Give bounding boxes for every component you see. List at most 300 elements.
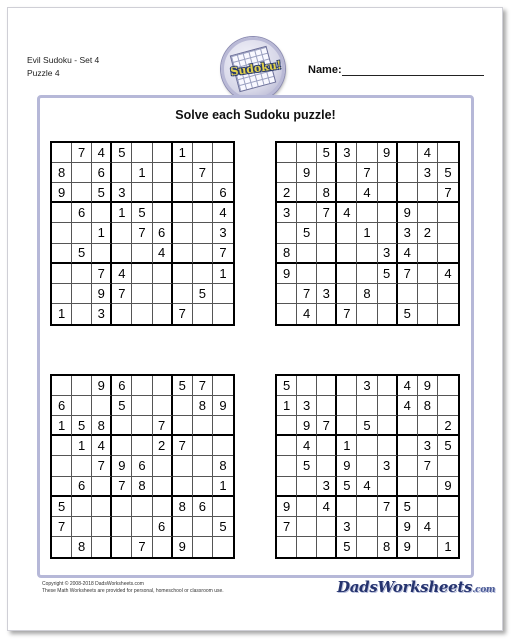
sudoku-cell[interactable]	[132, 497, 152, 517]
sudoku-cell[interactable]	[153, 183, 173, 203]
sudoku-cell[interactable]	[213, 416, 233, 436]
sudoku-cell[interactable]	[173, 244, 193, 264]
sudoku-cell[interactable]	[193, 517, 213, 537]
sudoku-cell[interactable]	[357, 244, 377, 264]
sudoku-cell[interactable]	[92, 497, 112, 517]
sudoku-cell[interactable]	[378, 436, 398, 456]
sudoku-cell[interactable]: 7	[132, 223, 152, 243]
sudoku-cell[interactable]	[173, 163, 193, 183]
sudoku-cell[interactable]: 5	[398, 304, 418, 324]
sudoku-cell[interactable]	[52, 436, 72, 456]
sudoku-cell[interactable]	[193, 304, 213, 324]
sudoku-cell[interactable]: 4	[398, 244, 418, 264]
sudoku-cell[interactable]	[132, 376, 152, 396]
sudoku-cell[interactable]: 4	[438, 264, 458, 284]
sudoku-cell[interactable]: 4	[357, 477, 377, 497]
sudoku-cell[interactable]: 7	[92, 264, 112, 284]
sudoku-cell[interactable]: 2	[153, 436, 173, 456]
sudoku-cell[interactable]	[112, 244, 132, 264]
sudoku-cell[interactable]: 8	[193, 396, 213, 416]
sudoku-cell[interactable]	[297, 264, 317, 284]
sudoku-cell[interactable]	[173, 284, 193, 304]
sudoku-cell[interactable]	[173, 203, 193, 223]
sudoku-cell[interactable]	[153, 264, 173, 284]
sudoku-cell[interactable]: 3	[317, 284, 337, 304]
sudoku-cell[interactable]	[92, 396, 112, 416]
sudoku-cell[interactable]: 7	[418, 456, 438, 476]
name-field-line[interactable]	[342, 75, 484, 76]
sudoku-cell[interactable]	[52, 537, 72, 557]
sudoku-cell[interactable]	[112, 537, 132, 557]
sudoku-cell[interactable]	[418, 183, 438, 203]
sudoku-cell[interactable]: 9	[213, 396, 233, 416]
sudoku-cell[interactable]: 5	[277, 376, 297, 396]
sudoku-cell[interactable]	[398, 477, 418, 497]
sudoku-cell[interactable]	[398, 436, 418, 456]
sudoku-cell[interactable]: 8	[72, 537, 92, 557]
sudoku-cell[interactable]	[418, 244, 438, 264]
sudoku-cell[interactable]	[418, 264, 438, 284]
sudoku-cell[interactable]: 9	[337, 456, 357, 476]
sudoku-cell[interactable]	[112, 163, 132, 183]
sudoku-cell[interactable]	[153, 497, 173, 517]
sudoku-cell[interactable]	[337, 223, 357, 243]
sudoku-cell[interactable]	[418, 284, 438, 304]
sudoku-cell[interactable]: 1	[132, 163, 152, 183]
sudoku-cell[interactable]: 3	[297, 396, 317, 416]
sudoku-cell[interactable]: 9	[92, 284, 112, 304]
sudoku-cell[interactable]	[173, 456, 193, 476]
sudoku-cell[interactable]	[418, 304, 438, 324]
sudoku-cell[interactable]	[317, 223, 337, 243]
sudoku-cell[interactable]: 1	[112, 203, 132, 223]
sudoku-cell[interactable]	[337, 396, 357, 416]
sudoku-cell[interactable]: 1	[52, 304, 72, 324]
sudoku-cell[interactable]	[438, 223, 458, 243]
sudoku-cell[interactable]	[378, 163, 398, 183]
sudoku-cell[interactable]: 8	[418, 396, 438, 416]
sudoku-cell[interactable]: 4	[112, 264, 132, 284]
sudoku-cell[interactable]: 4	[297, 304, 317, 324]
sudoku-cell[interactable]: 1	[213, 477, 233, 497]
sudoku-cell[interactable]	[112, 436, 132, 456]
sudoku-cell[interactable]	[193, 183, 213, 203]
sudoku-cell[interactable]	[438, 376, 458, 396]
sudoku-cell[interactable]: 5	[438, 163, 458, 183]
sudoku-cell[interactable]	[378, 203, 398, 223]
sudoku-cell[interactable]: 5	[92, 183, 112, 203]
sudoku-cell[interactable]	[213, 537, 233, 557]
sudoku-cell[interactable]	[357, 396, 377, 416]
sudoku-cell[interactable]	[92, 203, 112, 223]
sudoku-cell[interactable]	[398, 416, 418, 436]
sudoku-cell[interactable]	[297, 376, 317, 396]
sudoku-cell[interactable]	[277, 223, 297, 243]
sudoku-cell[interactable]: 6	[52, 396, 72, 416]
sudoku-cell[interactable]	[193, 264, 213, 284]
sudoku-cell[interactable]: 8	[92, 416, 112, 436]
sudoku-cell[interactable]: 5	[72, 416, 92, 436]
sudoku-cell[interactable]: 9	[438, 477, 458, 497]
sudoku-cell[interactable]	[52, 376, 72, 396]
sudoku-cell[interactable]	[112, 304, 132, 324]
sudoku-cell[interactable]	[132, 183, 152, 203]
sudoku-cell[interactable]: 4	[357, 183, 377, 203]
sudoku-cell[interactable]	[52, 456, 72, 476]
sudoku-cell[interactable]: 7	[357, 163, 377, 183]
sudoku-cell[interactable]: 7	[317, 416, 337, 436]
sudoku-cell[interactable]	[153, 537, 173, 557]
sudoku-cell[interactable]	[378, 477, 398, 497]
sudoku-cell[interactable]: 9	[398, 537, 418, 557]
sudoku-cell[interactable]	[357, 264, 377, 284]
sudoku-cell[interactable]: 4	[317, 497, 337, 517]
sudoku-cell[interactable]	[193, 203, 213, 223]
sudoku-cell[interactable]	[193, 477, 213, 497]
sudoku-cell[interactable]	[173, 223, 193, 243]
sudoku-cell[interactable]: 7	[52, 517, 72, 537]
sudoku-cell[interactable]	[213, 143, 233, 163]
sudoku-cell[interactable]	[297, 183, 317, 203]
sudoku-cell[interactable]	[277, 436, 297, 456]
sudoku-cell[interactable]	[317, 456, 337, 476]
sudoku-cell[interactable]: 7	[193, 376, 213, 396]
sudoku-cell[interactable]: 1	[357, 223, 377, 243]
sudoku-cell[interactable]	[277, 143, 297, 163]
sudoku-cell[interactable]	[357, 304, 377, 324]
sudoku-cell[interactable]	[277, 416, 297, 436]
sudoku-cell[interactable]: 7	[438, 183, 458, 203]
sudoku-cell[interactable]: 3	[337, 143, 357, 163]
sudoku-cell[interactable]: 7	[398, 264, 418, 284]
sudoku-cell[interactable]: 5	[297, 223, 317, 243]
sudoku-cell[interactable]	[132, 304, 152, 324]
sudoku-cell[interactable]: 1	[92, 223, 112, 243]
sudoku-cell[interactable]	[193, 436, 213, 456]
sudoku-cell[interactable]	[317, 517, 337, 537]
sudoku-cell[interactable]: 7	[193, 163, 213, 183]
sudoku-cell[interactable]: 3	[317, 477, 337, 497]
sudoku-cell[interactable]: 6	[153, 223, 173, 243]
sudoku-cell[interactable]	[438, 244, 458, 264]
sudoku-cell[interactable]: 7	[112, 477, 132, 497]
sudoku-cell[interactable]	[112, 517, 132, 537]
sudoku-cell[interactable]	[153, 163, 173, 183]
sudoku-cell[interactable]	[398, 183, 418, 203]
sudoku-cell[interactable]	[277, 284, 297, 304]
sudoku-cell[interactable]: 7	[317, 203, 337, 223]
sudoku-cell[interactable]	[132, 264, 152, 284]
sudoku-cell[interactable]: 4	[297, 436, 317, 456]
sudoku-cell[interactable]	[72, 396, 92, 416]
sudoku-cell[interactable]	[52, 244, 72, 264]
sudoku-cell[interactable]	[213, 284, 233, 304]
sudoku-cell[interactable]	[153, 284, 173, 304]
sudoku-cell[interactable]: 3	[418, 436, 438, 456]
sudoku-cell[interactable]	[337, 183, 357, 203]
sudoku-cell[interactable]	[297, 517, 317, 537]
sudoku-cell[interactable]: 3	[378, 244, 398, 264]
sudoku-cell[interactable]	[337, 497, 357, 517]
sudoku-cell[interactable]: 7	[378, 497, 398, 517]
sudoku-cell[interactable]: 7	[112, 284, 132, 304]
sudoku-cell[interactable]	[378, 416, 398, 436]
sudoku-cell[interactable]: 9	[398, 203, 418, 223]
sudoku-cell[interactable]: 6	[112, 376, 132, 396]
sudoku-cell[interactable]	[193, 456, 213, 476]
sudoku-cell[interactable]: 5	[378, 264, 398, 284]
sudoku-cell[interactable]	[132, 143, 152, 163]
sudoku-cell[interactable]: 2	[418, 223, 438, 243]
sudoku-cell[interactable]	[173, 264, 193, 284]
sudoku-cell[interactable]	[337, 264, 357, 284]
sudoku-cell[interactable]	[173, 416, 193, 436]
sudoku-cell[interactable]	[153, 376, 173, 396]
sudoku-cell[interactable]: 4	[153, 244, 173, 264]
sudoku-cell[interactable]: 6	[213, 183, 233, 203]
sudoku-cell[interactable]	[438, 517, 458, 537]
sudoku-cell[interactable]: 4	[418, 517, 438, 537]
sudoku-cell[interactable]	[72, 376, 92, 396]
sudoku-cell[interactable]: 7	[297, 284, 317, 304]
sudoku-cell[interactable]	[378, 183, 398, 203]
sudoku-cell[interactable]	[438, 284, 458, 304]
sudoku-cell[interactable]: 4	[418, 143, 438, 163]
sudoku-cell[interactable]	[173, 396, 193, 416]
sudoku-cell[interactable]	[193, 537, 213, 557]
sudoku-cell[interactable]	[297, 203, 317, 223]
sudoku-cell[interactable]: 5	[72, 244, 92, 264]
sudoku-cell[interactable]	[378, 376, 398, 396]
sudoku-cell[interactable]	[418, 416, 438, 436]
sudoku-cell[interactable]	[92, 477, 112, 497]
sudoku-cell[interactable]	[52, 264, 72, 284]
sudoku-cell[interactable]	[72, 223, 92, 243]
sudoku-cell[interactable]: 5	[337, 537, 357, 557]
sudoku-cell[interactable]	[193, 143, 213, 163]
sudoku-cell[interactable]: 5	[52, 497, 72, 517]
sudoku-cell[interactable]: 7	[277, 517, 297, 537]
sudoku-cell[interactable]: 8	[213, 456, 233, 476]
sudoku-cell[interactable]: 8	[132, 477, 152, 497]
sudoku-cell[interactable]	[132, 517, 152, 537]
sudoku-cell[interactable]	[317, 396, 337, 416]
sudoku-cell[interactable]	[337, 416, 357, 436]
sudoku-cell[interactable]: 5	[438, 436, 458, 456]
sudoku-cell[interactable]	[317, 244, 337, 264]
sudoku-cell[interactable]: 7	[337, 304, 357, 324]
sudoku-cell[interactable]: 9	[378, 143, 398, 163]
sudoku-cell[interactable]	[92, 517, 112, 537]
sudoku-cell[interactable]: 1	[72, 436, 92, 456]
sudoku-cell[interactable]: 1	[213, 264, 233, 284]
sudoku-cell[interactable]: 8	[357, 284, 377, 304]
sudoku-cell[interactable]	[52, 143, 72, 163]
sudoku-cell[interactable]	[317, 537, 337, 557]
sudoku-cell[interactable]	[357, 497, 377, 517]
sudoku-cell[interactable]: 9	[277, 497, 297, 517]
sudoku-cell[interactable]: 4	[337, 203, 357, 223]
sudoku-cell[interactable]: 5	[132, 203, 152, 223]
sudoku-cell[interactable]: 8	[317, 183, 337, 203]
sudoku-cell[interactable]	[378, 304, 398, 324]
sudoku-cell[interactable]	[297, 537, 317, 557]
sudoku-cell[interactable]	[112, 416, 132, 436]
sudoku-cell[interactable]: 9	[297, 163, 317, 183]
sudoku-cell[interactable]: 7	[92, 456, 112, 476]
sudoku-cell[interactable]	[213, 497, 233, 517]
sudoku-cell[interactable]	[337, 244, 357, 264]
sudoku-cell[interactable]	[277, 304, 297, 324]
sudoku-cell[interactable]: 9	[92, 376, 112, 396]
sudoku-cell[interactable]	[438, 497, 458, 517]
sudoku-cell[interactable]	[112, 497, 132, 517]
sudoku-cell[interactable]	[277, 456, 297, 476]
sudoku-cell[interactable]	[72, 497, 92, 517]
sudoku-cell[interactable]	[357, 436, 377, 456]
sudoku-cell[interactable]	[438, 456, 458, 476]
sudoku-cell[interactable]: 6	[92, 163, 112, 183]
sudoku-cell[interactable]	[72, 183, 92, 203]
sudoku-cell[interactable]	[132, 396, 152, 416]
sudoku-cell[interactable]	[398, 284, 418, 304]
sudoku-cell[interactable]: 4	[398, 396, 418, 416]
sudoku-cell[interactable]	[438, 396, 458, 416]
sudoku-cell[interactable]: 1	[277, 396, 297, 416]
sudoku-cell[interactable]: 3	[337, 517, 357, 537]
sudoku-cell[interactable]: 9	[418, 376, 438, 396]
sudoku-cell[interactable]: 5	[173, 376, 193, 396]
sudoku-cell[interactable]: 3	[277, 203, 297, 223]
sudoku-cell[interactable]	[418, 537, 438, 557]
sudoku-cell[interactable]	[132, 244, 152, 264]
sudoku-cell[interactable]	[378, 396, 398, 416]
sudoku-cell[interactable]	[337, 376, 357, 396]
sudoku-cell[interactable]	[418, 497, 438, 517]
sudoku-cell[interactable]	[193, 223, 213, 243]
sudoku-cell[interactable]	[153, 203, 173, 223]
sudoku-cell[interactable]	[52, 477, 72, 497]
sudoku-cell[interactable]	[297, 497, 317, 517]
sudoku-cell[interactable]	[173, 183, 193, 203]
sudoku-cell[interactable]: 6	[153, 517, 173, 537]
sudoku-cell[interactable]: 2	[277, 183, 297, 203]
sudoku-cell[interactable]	[317, 264, 337, 284]
sudoku-cell[interactable]	[173, 477, 193, 497]
sudoku-cell[interactable]	[153, 143, 173, 163]
sudoku-cell[interactable]	[72, 284, 92, 304]
sudoku-cell[interactable]	[132, 284, 152, 304]
sudoku-cell[interactable]	[52, 284, 72, 304]
sudoku-cell[interactable]: 5	[112, 143, 132, 163]
sudoku-cell[interactable]	[153, 304, 173, 324]
sudoku-cell[interactable]	[92, 244, 112, 264]
sudoku-cell[interactable]: 1	[337, 436, 357, 456]
sudoku-cell[interactable]	[132, 436, 152, 456]
sudoku-cell[interactable]	[132, 416, 152, 436]
sudoku-cell[interactable]	[72, 304, 92, 324]
sudoku-cell[interactable]	[297, 244, 317, 264]
sudoku-cell[interactable]: 9	[297, 416, 317, 436]
sudoku-cell[interactable]: 3	[418, 163, 438, 183]
sudoku-cell[interactable]	[378, 517, 398, 537]
sudoku-cell[interactable]	[213, 436, 233, 456]
sudoku-cell[interactable]: 5	[297, 456, 317, 476]
sudoku-cell[interactable]	[438, 203, 458, 223]
sudoku-cell[interactable]	[378, 223, 398, 243]
sudoku-cell[interactable]	[193, 244, 213, 264]
sudoku-cell[interactable]	[317, 304, 337, 324]
sudoku-cell[interactable]: 8	[277, 244, 297, 264]
sudoku-cell[interactable]: 6	[72, 477, 92, 497]
sudoku-cell[interactable]: 7	[213, 244, 233, 264]
sudoku-cell[interactable]: 1	[52, 416, 72, 436]
sudoku-cell[interactable]: 7	[72, 143, 92, 163]
sudoku-cell[interactable]	[357, 203, 377, 223]
sudoku-cell[interactable]: 7	[173, 304, 193, 324]
sudoku-cell[interactable]	[72, 264, 92, 284]
sudoku-cell[interactable]	[378, 284, 398, 304]
sudoku-cell[interactable]: 9	[277, 264, 297, 284]
sudoku-cell[interactable]	[173, 517, 193, 537]
sudoku-cell[interactable]: 9	[112, 456, 132, 476]
sudoku-cell[interactable]: 4	[213, 203, 233, 223]
sudoku-cell[interactable]: 1	[444, 539, 452, 555]
sudoku-cell[interactable]	[357, 537, 377, 557]
sudoku-cell[interactable]	[317, 163, 337, 183]
sudoku-cell[interactable]	[438, 304, 458, 324]
sudoku-cell[interactable]: 5	[317, 143, 337, 163]
sudoku-cell[interactable]	[52, 223, 72, 243]
sudoku-cell[interactable]: 3	[213, 223, 233, 243]
sudoku-cell[interactable]: 5	[398, 497, 418, 517]
sudoku-cell[interactable]	[398, 163, 418, 183]
sudoku-cell[interactable]	[398, 143, 418, 163]
sudoku-cell[interactable]	[153, 396, 173, 416]
sudoku-cell[interactable]	[297, 477, 317, 497]
sudoku-cell[interactable]: 5	[112, 396, 132, 416]
sudoku-cell[interactable]	[213, 376, 233, 396]
sudoku-cell[interactable]: 4	[398, 376, 418, 396]
sudoku-cell[interactable]: 2	[438, 416, 458, 436]
sudoku-cell[interactable]	[317, 376, 337, 396]
sudoku-cell[interactable]: 6	[132, 456, 152, 476]
sudoku-cell[interactable]: 3	[112, 183, 132, 203]
sudoku-cell[interactable]	[92, 537, 112, 557]
sudoku-cell[interactable]: 5	[337, 477, 357, 497]
sudoku-cell[interactable]: 7	[153, 416, 173, 436]
sudoku-cell[interactable]: 6	[72, 203, 92, 223]
sudoku-cell[interactable]: 4	[92, 436, 112, 456]
sudoku-cell[interactable]: 8	[378, 537, 398, 557]
sudoku-cell[interactable]	[357, 517, 377, 537]
sudoku-cell[interactable]	[72, 163, 92, 183]
sudoku-cell[interactable]	[72, 456, 92, 476]
sudoku-cell[interactable]	[337, 163, 357, 183]
sudoku-cell[interactable]	[357, 143, 377, 163]
sudoku-cell[interactable]	[317, 436, 337, 456]
sudoku-cell[interactable]: 9	[173, 537, 193, 557]
sudoku-cell[interactable]	[418, 203, 438, 223]
sudoku-cell[interactable]: 9	[398, 517, 418, 537]
sudoku-cell[interactable]	[398, 456, 418, 476]
sudoku-cell[interactable]: 5	[213, 517, 233, 537]
sudoku-cell[interactable]	[277, 537, 297, 557]
sudoku-cell[interactable]	[277, 163, 297, 183]
sudoku-cell[interactable]	[213, 304, 233, 324]
sudoku-cell[interactable]: 8	[52, 163, 72, 183]
sudoku-cell[interactable]: 5	[357, 416, 377, 436]
